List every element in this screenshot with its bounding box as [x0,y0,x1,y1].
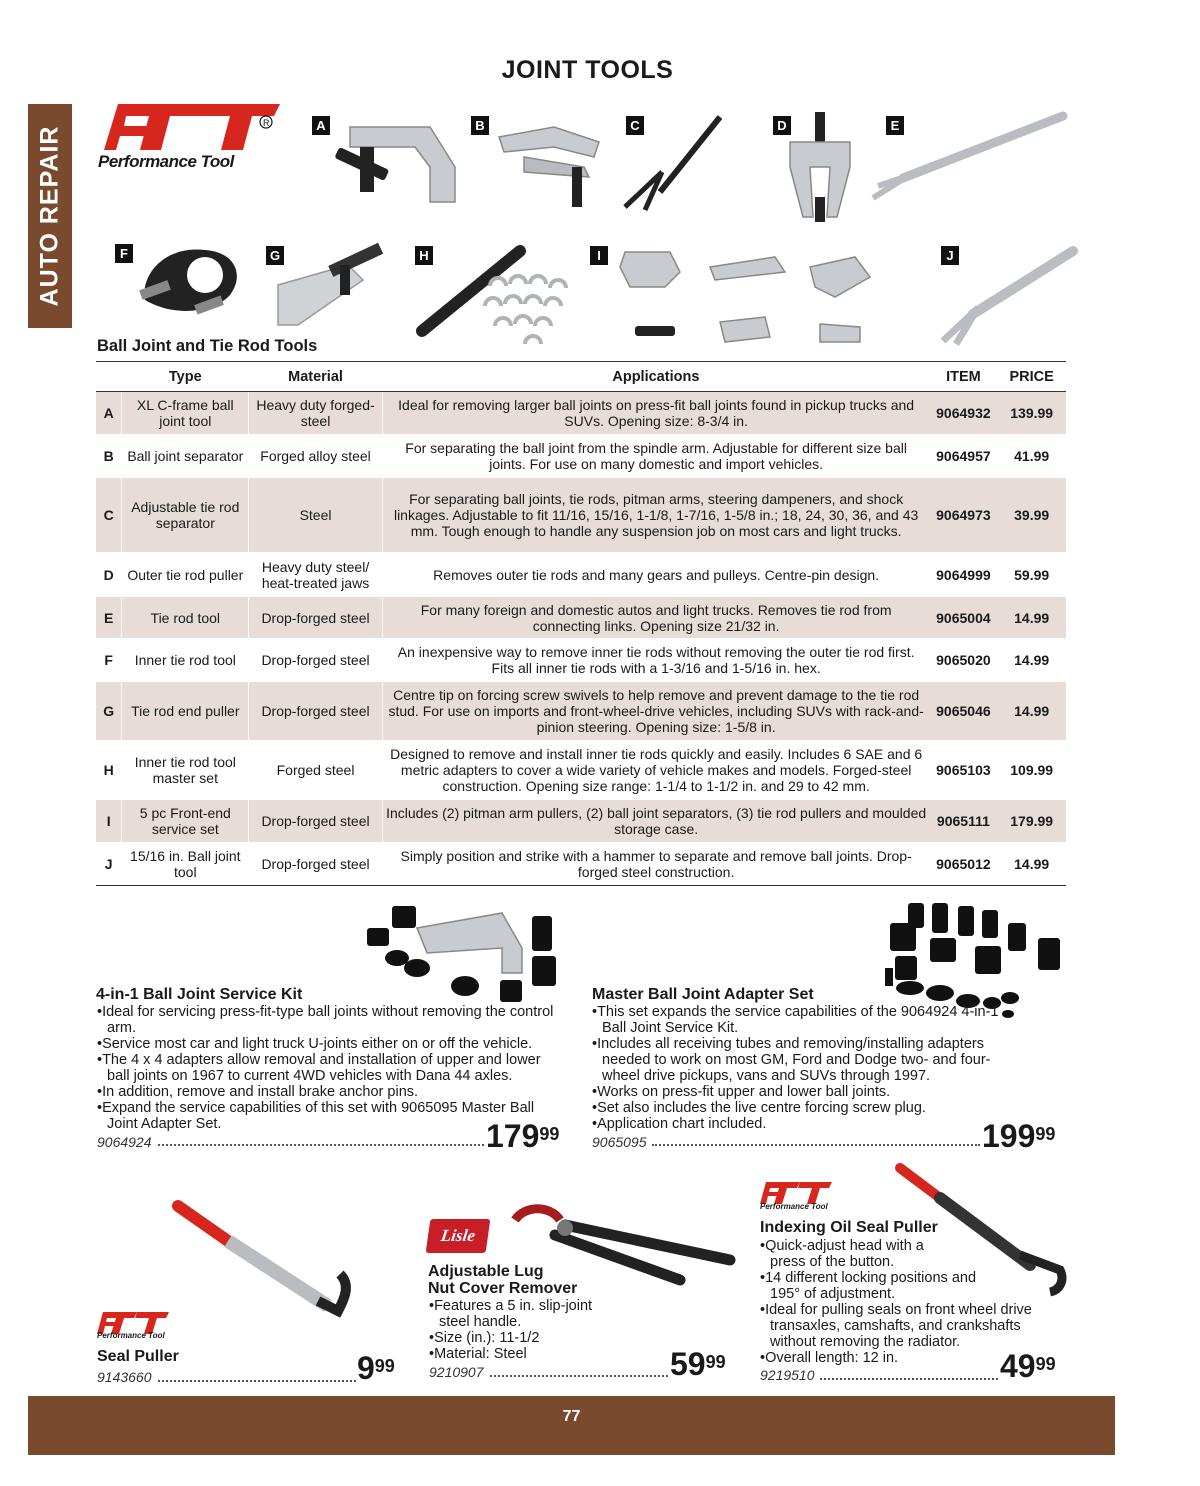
row-item: 9065004 [929,597,997,639]
oil-seal-bullet: •14 different locking positions and 195° of adjustment. [760,1270,977,1302]
row-material: Heavy duty forged-steel [249,392,383,435]
seal-puller-leader [158,1380,356,1382]
inner-tie-rod-master-set-image [410,246,580,351]
table-row [96,435,1066,478]
row-applications: Includes (2) pitman arm pullers, (2) ball joint separators, (3) tie rod pullers and moulded storage case. [382,800,929,843]
table-row [96,392,1066,435]
ball-joint-tie-rod-table [96,361,1066,886]
row-item: 9064999 [929,553,997,597]
row-material: Drop-forged steel [249,800,383,843]
seal-puller-brand: Performance Tool [97,1331,165,1340]
lug-remover-leader [490,1375,668,1377]
kit1-leader [158,1144,484,1146]
row-applications: An inexpensive way to remove inner tie rods without removing the outer tie rod first. Fits all inner tie rods with a 1-3/16 and 1-5/16 in. hex. [382,639,929,682]
kit2-title: Master Ball Joint Adapter Set [592,986,814,1003]
ball-joint-tool-image [938,246,1078,346]
kit1-bullet: •Expand the service capabilities of this set with 9065095 Master Ball Joint Adapter Set. [97,1100,535,1132]
kit2-bullet: •Set also includes the live centre forcing screw plug. [592,1100,926,1116]
row-price: 109.99 [997,741,1066,800]
kit2-sku: 9065095 [592,1134,647,1150]
row-letter: I [96,800,122,843]
table-row [96,682,1066,741]
oil-seal-bullet: •Overall length: 12 in. [760,1350,899,1366]
seal-puller-price-cents: 99 [374,1356,395,1376]
kit2-bullet: •Includes all receiving tubes and removing/installing adapters needed to work on most GM, Ford and Dodge two- and four-wheel drive pickups, vans and SUVs through 1997. [592,1036,991,1084]
row-applications: For many foreign and domestic autos and light trucks. Removes tie rod from connecting links. Opening size 21/32 in. [382,597,929,639]
inner-tie-rod-tool-image [135,240,245,320]
label-i: I [590,246,608,265]
row-applications: For separating the ball joint from the spindle arm. Adjustable for different size ball joints. For use on many domestic and import vehicles. [382,435,929,478]
kit1-sku: 9064924 [97,1134,152,1150]
col-applications-header: Applications [382,362,929,392]
row-applications: Removes outer tie rods and many gears and pulleys. Centre-pin design. [382,553,929,597]
oil-seal-title: Indexing Oil Seal Puller [760,1219,938,1236]
svg-text:R: R [263,118,270,128]
row-material: Steel [249,478,383,553]
label-h: H [415,246,433,265]
kit2-leader [652,1144,980,1146]
row-price: 139.99 [997,392,1066,435]
label-d: D [773,116,791,135]
row-price: 41.99 [997,435,1066,478]
adjustable-tie-rod-separator-image [620,112,730,212]
lug-remover-price-main: 59 [670,1346,706,1382]
table-row [96,800,1066,843]
kit2-bullet: •Application chart included. [592,1116,767,1132]
row-price: 179.99 [997,800,1066,843]
seal-puller-image [168,1196,353,1326]
kit1-bullet: •Service most car and light truck U-joints either on or off the vehicle. [97,1036,533,1052]
row-type: 5 pc Front-end service set [122,800,249,843]
performance-tool-logo [96,104,286,174]
kit2-bullet: •Works on press-fit upper and lower ball joints. [592,1084,891,1100]
row-material: Drop-forged steel [249,843,383,886]
row-letter: C [96,478,122,553]
col-type-header: Type [122,362,249,392]
lug-remover-title-line1: Adjustable Lug [428,1263,544,1280]
tie-rod-end-puller-image [268,240,393,335]
oil-seal-bullet: •Quick-adjust head with a press of the button. [760,1238,924,1270]
row-type: Inner tie rod tool master set [122,741,249,800]
row-item: 9065111 [929,800,997,843]
ball-joint-service-kit-image [362,898,562,1008]
row-item: 9064957 [929,435,997,478]
row-material: Forged steel [249,741,383,800]
table-row [96,597,1066,639]
row-letter: G [96,682,122,741]
row-price: 14.99 [997,843,1066,886]
side-tab-label: AUTO REPAIR [35,125,64,307]
oil-seal-price-cents: 99 [1035,1354,1056,1374]
page-footer [28,1396,1115,1455]
col-item-header: ITEM [929,362,997,392]
row-letter: J [96,843,122,886]
oil-seal-price [1000,1350,1056,1382]
kit1-price-cents: 99 [539,1124,560,1144]
row-letter: F [96,639,122,682]
table-row [96,639,1066,682]
lug-remover-bullet: •Material: Steel [429,1346,527,1362]
row-material: Forged alloy steel [249,435,383,478]
lisle-logo [426,1219,491,1253]
pt-logo-mark [104,104,284,154]
row-item: 9065046 [929,682,997,741]
row-type: Tie rod end puller [122,682,249,741]
ball-joint-separator-image [494,112,609,212]
kit1-bullet: •In addition, remove and install brake anchor pins. [97,1084,419,1100]
page-title: JOINT TOOLS [501,56,674,84]
lug-remover-bullet: •Features a 5 in. slip-joint steel handle. [429,1298,593,1330]
lug-remover-bullets [429,1298,614,1362]
row-item: 9065012 [929,843,997,886]
row-applications: For separating ball joints, tie rods, pitman arms, steering dampeners, and shock linkages. Adjustable to fit 11/16, 15/16, 1-1/8, 1-7/16, 1-5/8 in.; 18, 24, 30, 36, and 43 mm. Tough enough to handle any suspension job on most cars and light trucks. [382,478,929,553]
col-material-header: Material [249,362,383,392]
row-applications: Simply position and strike with a hammer to separate and remove ball joints. Drop-forged steel construction. [382,843,929,886]
label-g: G [266,246,284,265]
label-b: B [471,116,489,135]
front-end-service-set-image [615,242,880,352]
seal-puller-price [357,1352,395,1384]
kit2-bullets [592,1004,1012,1132]
kit1-price [486,1120,559,1152]
label-j: J [941,246,959,265]
row-price: 39.99 [997,478,1066,553]
lug-remover-title [428,1263,577,1297]
row-price: 14.99 [997,597,1066,639]
row-type: XL C-frame ball joint tool [122,392,249,435]
table-row [96,553,1066,597]
row-type: Tie rod tool [122,597,249,639]
lug-remover-bullet: •Size (in.): 11-1/2 [429,1330,540,1346]
lug-remover-title-line2: Nut Cover Remover [428,1280,578,1297]
row-material: Heavy duty steel/ heat-treated jaws [249,553,383,597]
kit1-title: 4-in-1 Ball Joint Service Kit [96,986,303,1003]
row-material: Drop-forged steel [249,639,383,682]
row-type: Ball joint separator [122,435,249,478]
xl-c-frame-tool-image [330,112,460,212]
outer-tie-rod-puller-image [775,112,865,227]
row-item: 9064932 [929,392,997,435]
row-item: 9065103 [929,741,997,800]
row-applications: Centre tip on forcing screw swivels to help remove and prevent damage to the tie rod stud. For use on imports and front-wheel-drive vehicles, including SUVs with rack-and-pinion steering. Opening size: 1-5/8 in. [382,682,929,741]
table-row [96,741,1066,800]
row-type: Outer tie rod puller [122,553,249,597]
row-price: 59.99 [997,553,1066,597]
row-price: 14.99 [997,639,1066,682]
kit1-bullets [97,1004,567,1132]
label-f: F [115,244,133,263]
oil-seal-sku: 9219510 [760,1367,815,1383]
row-item: 9064973 [929,478,997,553]
row-type: 15/16 in. Ball joint tool [122,843,249,886]
lisle-logo-text: Lisle [439,1226,477,1245]
row-letter: A [96,392,122,435]
label-e: E [886,116,904,135]
page-number: 77 [562,1408,581,1425]
row-letter: D [96,553,122,597]
row-letter: B [96,435,122,478]
kit2-price-cents: 99 [1035,1124,1056,1144]
lug-remover-price-cents: 99 [705,1352,726,1372]
oil-seal-bullet: •Ideal for pulling seals on front wheel drive transaxles, camshafts, and crankshafts without removing the radiator. [760,1302,1032,1350]
kit1-bullet: •Ideal for servicing press-fit-type ball joints without removing the control arm. [97,1004,554,1036]
row-type: Inner tie rod tool [122,639,249,682]
oil-seal-brand: Performance Tool [760,1202,828,1211]
lug-remover-sku: 9210907 [429,1364,484,1380]
row-applications: Designed to remove and install inner tie rods quickly and easily. Includes 6 SAE and 6 metric adapters to cover a wide variety of vehicle makes and models. Forged-steel construction. Opening size range: 1-1/4 to 1-1/2 in. and 29 to 42 mm. [382,741,929,800]
row-item: 9065020 [929,639,997,682]
pt-logo-tagline: Performance Tool [98,152,234,171]
row-price: 14.99 [997,682,1066,741]
row-material: Drop-forged steel [249,682,383,741]
section-title: Ball Joint and Tie Rod Tools [97,337,318,355]
row-type: Adjustable tie rod separator [122,478,249,553]
row-letter: E [96,597,122,639]
table-row [96,478,1066,553]
oil-seal-price-main: 49 [1000,1348,1036,1384]
kit2-bullet: •This set expands the service capabilities of the 9064924 4-in-1 Ball Joint Service Kit. [592,1004,999,1036]
row-material: Drop-forged steel [249,597,383,639]
col-letter-header [96,362,122,392]
label-a: A [312,116,330,135]
row-letter: H [96,741,122,800]
seal-puller-title: Seal Puller [97,1348,179,1365]
oil-seal-leader [820,1378,998,1380]
table-row [96,843,1066,886]
label-c: C [626,116,644,135]
lug-remover-price [670,1348,726,1380]
seal-puller-price-main: 9 [357,1350,375,1386]
col-price-header: PRICE [997,362,1066,392]
kit2-price-main: 199 [982,1118,1036,1154]
kit2-price [982,1120,1055,1152]
kit1-price-main: 179 [486,1118,540,1154]
row-applications: Ideal for removing larger ball joints on press-fit ball joints found in pickup trucks and SUVs. Opening size: 8-3/4 in. [382,392,929,435]
oil-seal-bullets [760,1238,1060,1366]
section-side-tab [28,104,72,328]
seal-puller-sku: 9143660 [97,1369,152,1385]
tie-rod-tool-image [868,108,1068,203]
kit1-bullet: •The 4 x 4 adapters allow removal and installation of upper and lower ball joints on 1967 to current 4WD vehicles with Dana 44 axles. [97,1052,541,1084]
